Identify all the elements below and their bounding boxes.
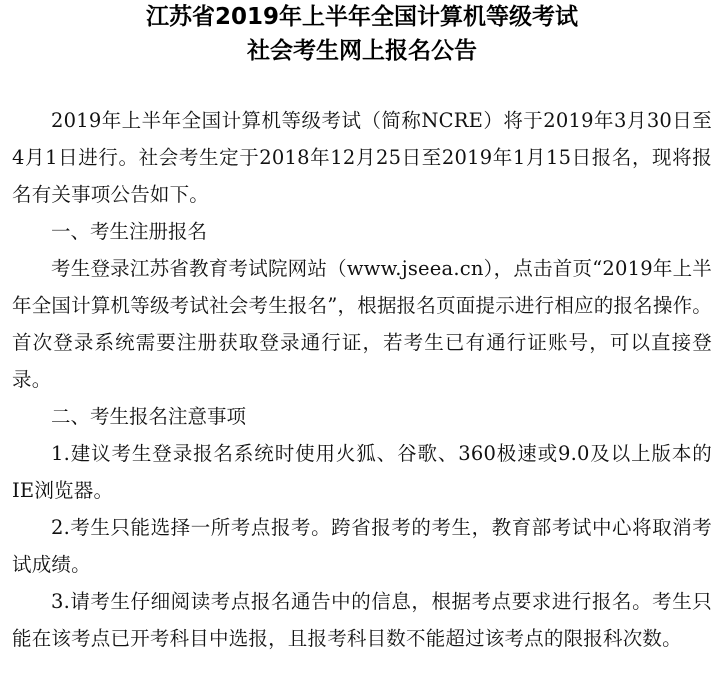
document-title <box>12 0 712 68</box>
title-spacer <box>12 68 712 102</box>
section-1-body: 考生登录江苏省教育考试院网站（www.jseea.cn），点击首页“2019年上半年全国计算机等级考试社会考生报名”，根据报名页面提示进行相应的报名操作。首次登录系统需要注册获取登录通行证，若考生已有通行证账号，可以直接登录。 <box>12 257 712 391</box>
title-line-2: 社会考生网上报名公告 <box>247 38 477 64</box>
section-1-heading: 一、考生注册报名 <box>51 220 208 243</box>
title-line-1: 江苏省2019年上半年全国计算机等级考试 <box>145 4 578 30</box>
section-2-item-1: 1.建议考生登录报名系统时使用火狐、谷歌、360极速或9.0及以上版本的IE浏览器。 <box>12 442 712 502</box>
section-2-item-3: 3.请考生仔细阅读考点报名通告中的信息，根据考点要求进行报名。考生只能在该考点已开考科目中选报，且报考科目数不能超过该考点的限报科次数。 <box>12 590 712 650</box>
section-2-heading: 二、考生报名注意事项 <box>51 405 247 428</box>
section-2-item-2: 2.考生只能选择一所考点报考。跨省报考的考生，教育部考试中心将取消考试成绩。 <box>12 516 712 576</box>
intro-paragraph: 2019年上半年全国计算机等级考试（简称NCRE）将于2019年3月30日至4月1日进行。社会考生定于2018年12月25日至2019年1月15日报名，现将报名有关事项公告如下。 <box>12 109 712 206</box>
